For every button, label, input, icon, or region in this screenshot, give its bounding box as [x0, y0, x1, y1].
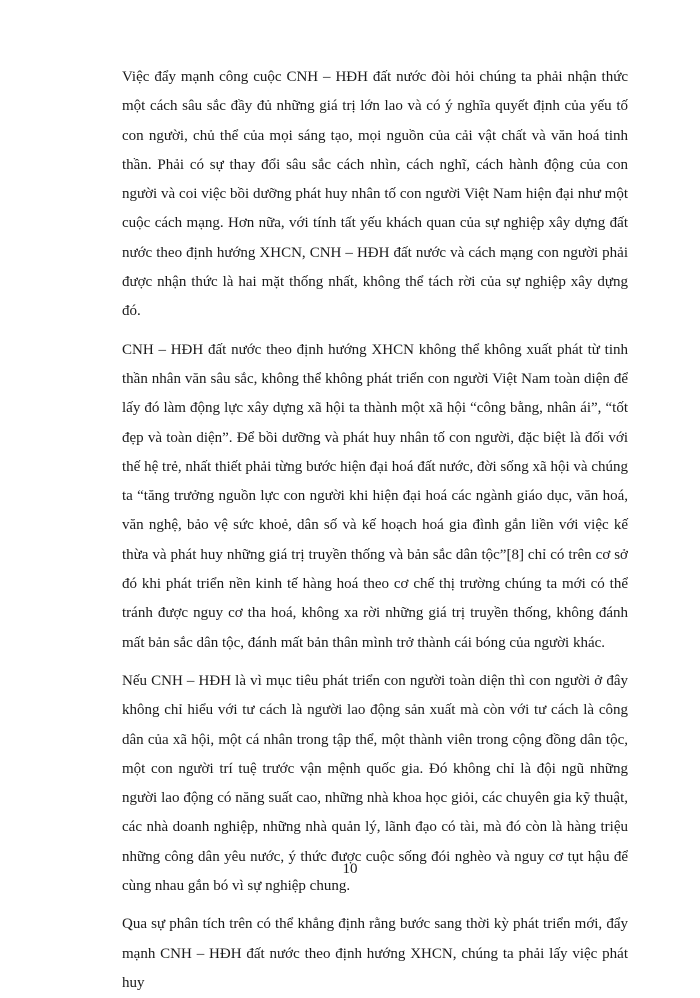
page-number: 10 — [342, 861, 358, 877]
paragraph-2: CNH – HĐH đất nước theo định hướng XHCN không thể không xuất phát từ tinh thần nhân văn sâu sắc, không thể không phát triển con người Việt Nam toàn diện để lấy đó làm động lực xây dựng xã hội ta thành một xã hội “công bằng, nhân ái”, “tốt đẹp và toàn diện”. Để bồi dưỡng và phát huy nhân tố con người, đặc biệt là đối với thế hệ trẻ, nhất thiết phải từng bước hiện đại hoá đất nước, đời sống xã hội và chúng ta “tăng trưởng nguồn lực con người khi hiện đại hoá các ngành giáo dục, văn hoá, văn nghệ, bảo vệ sức khoẻ, dân số và kế hoạch hoá gia đình gắn liền với việc kế thừa và phát huy những giá trị truyền thống và bản sắc dân tộc”[8] chỉ có trên cơ sở đó khi phát triển nền kinh tế hàng hoá theo cơ chế thị trường chúng ta mới có thể tránh được nguy cơ tha hoá, không xa rời những giá trị truyền thống, không đánh mất bản sắc dân tộc, đánh mất bản thân mình trở thành cái bóng của người khác. — [122, 341, 628, 651]
paragraph-1: Việc đẩy mạnh công cuộc CNH – HĐH đất nước đòi hỏi chúng ta phải nhận thức một cách sâu sắc đầy đủ những giá trị lớn lao và có ý nghĩa quyết định của yếu tố con người, chủ thể của mọi sáng tạo, mọi nguồn của cải vật chất và văn hoá tinh thần. Phải có sự thay đổi sâu sắc cách nhìn, cách nghĩ, cách hành động của con người và coi việc bồi dưỡng phát huy nhân tố con người Việt Nam hiện đại như một cuộc cách mạng. Hơn nữa, với tính tất yếu khách quan của sự nghiệp xây dựng đất nước theo định hướng XHCN, CNH – HĐH đất nước và cách mạng con người phải được nhận thức là hai mặt thống nhất, không thể tách rời của sự nghiệp xây dựng đó. — [122, 69, 628, 320]
document-body — [122, 63, 628, 998]
paragraph-3: Nếu CNH – HĐH là vì mục tiêu phát triển con người toàn diện thì con người ở đây không chỉ hiểu với tư cách là người lao động sản xuất mà còn với tư cách là công dân của xã hội, một cá nhân trong tập thể, một thành viên trong cộng đồng dân tộc, một con người trí tuệ trước vận mệnh quốc gia. Đó không chỉ là đội ngũ những người lao động có năng suất cao, những nhà khoa học giỏi, các chuyên gia kỹ thuật, các nhà doanh nghiệp, những nhà quản lý, lãnh đạo có tài, mà đó còn là hàng triệu những công dân yêu nước, ý thức được cuộc sống đói nghèo và nguy cơ tụt hậu để cùng nhau gắn bó vì sự nghiệp chung. — [122, 672, 628, 895]
paragraph-4: Qua sự phân tích trên có thể khẳng định rằng bước sang thời kỳ phát triển mới, đẩy mạnh CNH – HĐH đất nước theo định hướng XHCN, chúng ta phải lấy việc phát huy — [122, 916, 628, 991]
